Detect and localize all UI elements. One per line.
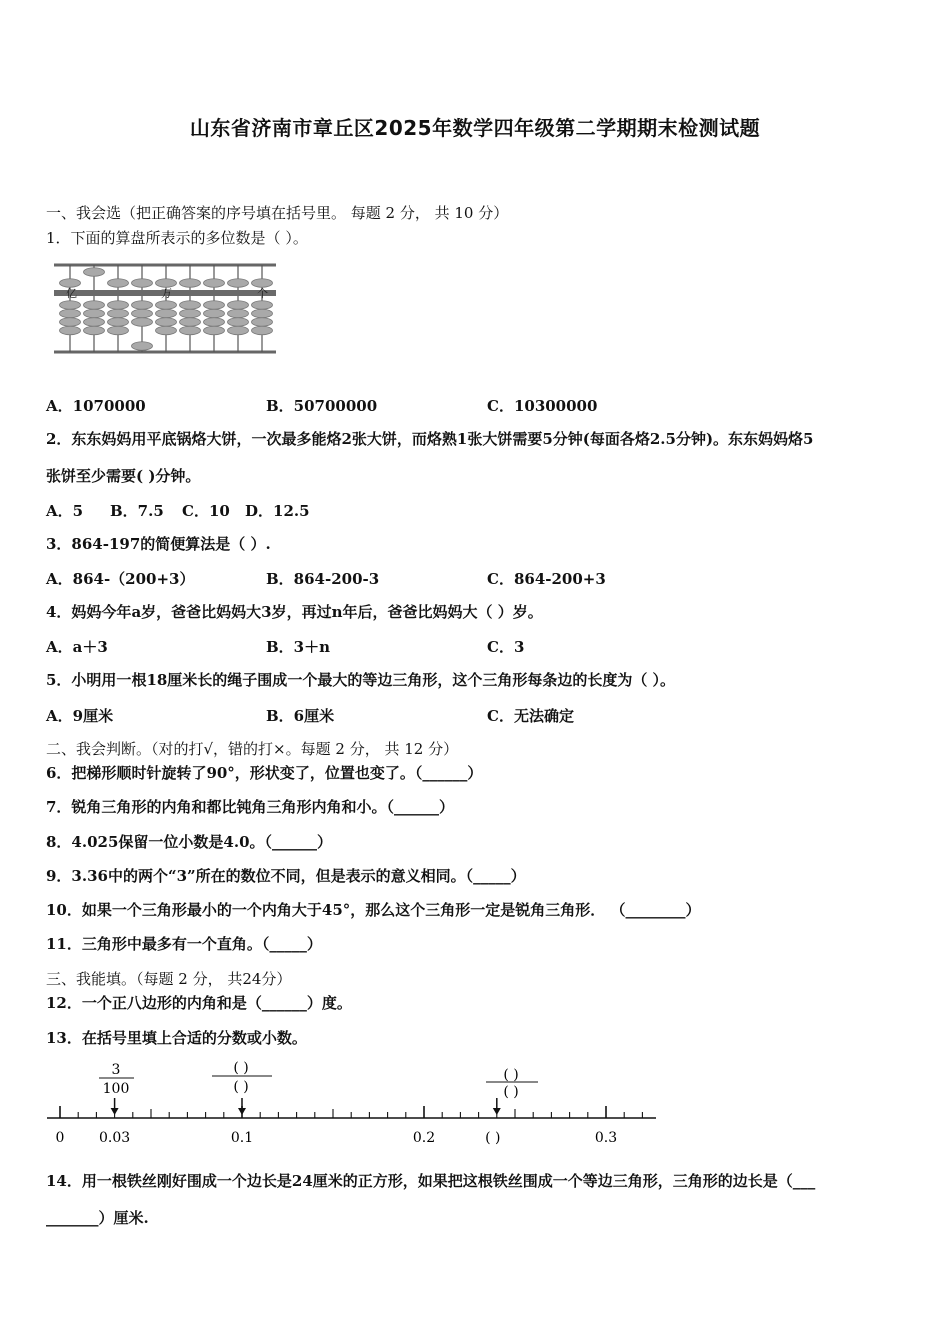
abacus-bead [108,301,129,310]
abacus-bead [156,318,177,327]
q2-option-b: B．7.5 [110,502,164,520]
question-5: 5．小明用一根18厘米长的绳子围成一个最大的等边三角形，这个三角形每条边的长度为（ ）。 [46,671,676,689]
section-2-heading: 二、我会判断。（对的打√，错的打×。每题 2 分， 共 12 分） [46,740,459,758]
abacus-bead [252,279,273,288]
q3-option-b: B．864-200-3 [266,570,380,588]
abacus-bead [84,309,105,318]
question-2-line2: 张饼至少需要( )分钟。 [46,467,201,485]
abacus-bead [180,309,201,318]
abacus-bead [180,318,201,327]
abacus-bead [156,301,177,310]
blank-fraction-denominator-1: ( ) [233,1079,249,1095]
q1-option-a: A．1070000 [46,397,146,415]
q2-option-a: A．5 [46,502,84,520]
abacus-beads [54,265,276,352]
question-7: 7．锐角三角形的内角和都比钝角三角形内角和小。（______） [46,798,454,816]
number-line-tick-label: 0.03 [99,1130,131,1146]
section-1-heading: 一、我会选（把正确答案的序号填在括号里。 每题 2 分， 共 10 分） [46,204,509,222]
question-3: 3．864-197的简便算法是（ ）. [46,535,271,553]
q1-option-c: C．10300000 [487,397,598,415]
abacus-bead [156,279,177,288]
q5-option-b: B．6厘米 [266,707,335,725]
abacus-bead [60,301,81,310]
abacus-bead [132,279,153,288]
abacus-label-yi: 亿 [66,287,77,300]
number-line-ticks [60,1106,642,1118]
abacus-bead [252,326,273,335]
section-3-heading: 三、我能填。（每题 2 分， 共24分） [46,970,292,988]
abacus-bead [180,279,201,288]
abacus-bead [60,318,81,327]
abacus-bead [180,326,201,335]
question-13: 13．在括号里填上合适的分数或小数。 [46,1029,307,1047]
number-line-tick-label: 0.1 [230,1130,254,1146]
blank-decimal: ( ) [485,1130,501,1146]
abacus-bead [156,326,177,335]
abacus-bead [84,318,105,327]
abacus-bead [108,279,129,288]
abacus-bead [132,309,153,318]
blank-fraction-numerator-1: ( ) [233,1060,249,1076]
abacus-bead [60,279,81,288]
number-line-tick-label: 0.2 [412,1130,436,1146]
question-14-line2: _______）厘米. [46,1209,149,1227]
number-line-arrow-head [493,1108,501,1115]
abacus-bead [204,318,225,327]
fraction-denominator: 100 [102,1081,130,1097]
q2-option-d: D．12.5 [245,502,310,520]
fraction-numerator: 3 [111,1062,121,1078]
abacus-bead [204,279,225,288]
abacus-bead [84,268,105,277]
abacus-bead [84,301,105,310]
number-line-tick-label: 0 [55,1130,65,1146]
blank-fraction-denominator-2: ( ) [503,1084,519,1100]
abacus-bead [228,279,249,288]
question-8: 8．4.025保留一位小数是4.0。（______） [46,833,333,851]
q1-option-b: B．50700000 [266,397,378,415]
abacus-bead [60,326,81,335]
q3-option-a: A．864-（200+3） [46,570,195,588]
question-12: 12．一个正八边形的内角和是（______）度。 [46,994,352,1012]
abacus-bead [60,309,81,318]
abacus-bead [252,318,273,327]
question-2-line1: 2．东东妈妈用平底锅烙大饼，一次最多能烙2张大饼，而烙熟1张大饼需要5分钟(每面各烙2.5分钟)。东东妈妈烙5 [46,430,814,448]
abacus-bead [204,309,225,318]
abacus-bead [228,309,249,318]
question-1: 1．下面的算盘所表示的多位数是（ ）。 [46,229,308,247]
abacus-label-wan: 万 [161,287,172,300]
question-14-line1: 14．用一根铁丝刚好围成一个边长是24厘米的正方形，如果把这根铁丝围成一个等边三角形，三角形的边长是（___ [46,1172,816,1190]
abacus-bead [228,301,249,310]
abacus-bead [204,326,225,335]
question-11: 11．三角形中最多有一个直角。（_____） [46,935,322,953]
number-line-arrow-head [111,1108,119,1115]
abacus-bead [228,318,249,327]
number-line-figure [44,1058,664,1150]
abacus-bead [228,326,249,335]
abacus-bead [84,326,105,335]
number-line-labels [56,1130,618,1146]
abacus-bead [108,318,129,327]
q4-option-a: A．a＋3 [46,638,108,656]
q3-option-c: C．864-200+3 [487,570,606,588]
abacus-bead [180,301,201,310]
abacus-label-ge: 个 [257,287,268,300]
abacus-bead [132,318,153,327]
question-10: 10．如果一个三角形最小的一个内角大于45°，那么这个三角形一定是锐角三角形． （________） [46,901,701,919]
question-6: 6．把梯形顺时针旋转了90°，形状变了，位置也变了。（______） [46,764,483,782]
q4-option-b: B．3＋n [266,638,331,656]
abacus-bead [156,309,177,318]
question-9: 9．3.36中的两个“3”所在的数位不同，但是表示的意义相同。（_____） [46,867,526,885]
number-line-tick-label: 0.3 [594,1130,618,1146]
abacus-bead [252,309,273,318]
abacus-bead [108,326,129,335]
q5-option-a: A．9厘米 [46,707,114,725]
q4-option-c: C．3 [487,638,525,656]
abacus-bead [132,301,153,310]
abacus-figure [50,262,282,358]
q2-option-c: C．10 [182,502,230,520]
q5-option-c: C．无法确定 [487,707,574,725]
page-title: 山东省济南市章丘区2025年数学四年级第二学期期末检测试题 [189,116,761,140]
abacus-bead [108,309,129,318]
number-line-arrow-head [238,1108,246,1115]
abacus-bead [204,301,225,310]
abacus-bead [252,301,273,310]
question-4: 4．妈妈今年a岁，爸爸比妈妈大3岁，再过n年后，爸爸比妈妈大（ ）岁。 [46,603,543,621]
blank-fraction-numerator-2: ( ) [503,1067,519,1083]
abacus-bead [132,342,153,351]
